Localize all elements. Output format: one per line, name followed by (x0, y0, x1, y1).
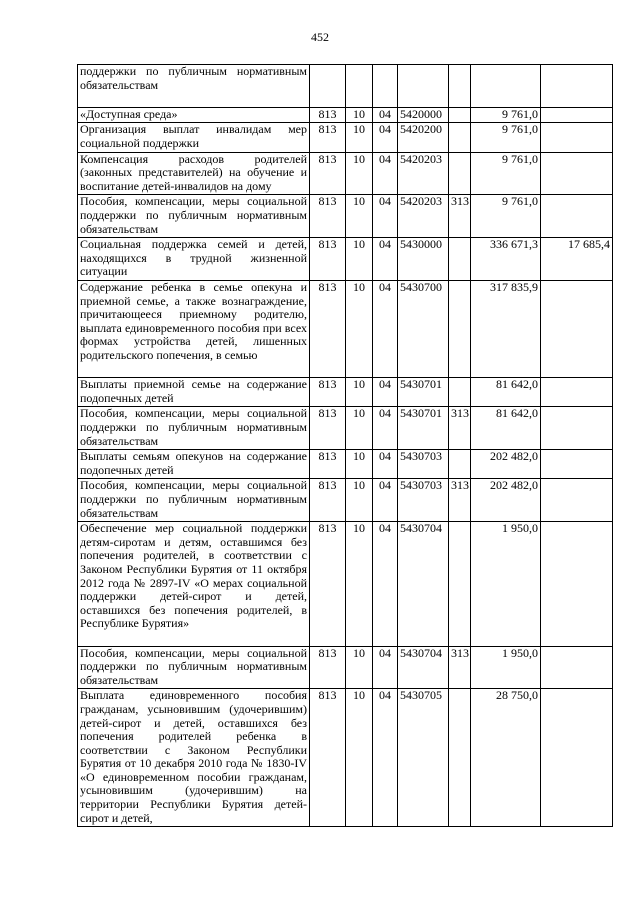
expense-item-name: Организация выплат инвалидам мер социальной поддержки (78, 123, 310, 152)
expense-type-code (449, 689, 471, 827)
amount-federal (541, 407, 613, 450)
amount-federal (541, 195, 613, 238)
target-article-code (398, 65, 449, 108)
target-article-code: 5430000 (398, 238, 449, 281)
subsection-code: 04 (373, 646, 398, 689)
amount-federal (541, 65, 613, 108)
table-row (78, 479, 613, 522)
subsection-code: 04 (373, 195, 398, 238)
expense-type-code: 313 (449, 195, 471, 238)
subsection-code: 04 (373, 123, 398, 152)
target-article-code: 5430701 (398, 407, 449, 450)
expense-type-code (449, 65, 471, 108)
section-code: 10 (346, 378, 373, 407)
section-code: 10 (346, 280, 373, 377)
table-row (78, 280, 613, 377)
section-code: 10 (346, 689, 373, 827)
ministry-code: 813 (310, 195, 346, 238)
table-row (78, 238, 613, 281)
expense-type-code (449, 450, 471, 479)
ministry-code: 813 (310, 152, 346, 195)
subsection-code: 04 (373, 407, 398, 450)
amount: 336 671,3 (471, 238, 541, 281)
expense-item-name: «Доступная среда» (78, 107, 310, 123)
budget-table (77, 64, 613, 827)
target-article-code: 5430703 (398, 450, 449, 479)
amount (471, 65, 541, 108)
amount-federal (541, 123, 613, 152)
target-article-code: 5420203 (398, 152, 449, 195)
amount: 317 835,9 (471, 280, 541, 377)
ministry-code: 813 (310, 689, 346, 827)
subsection-code: 04 (373, 238, 398, 281)
expense-type-code (449, 378, 471, 407)
amount: 9 761,0 (471, 152, 541, 195)
table-row (78, 152, 613, 195)
ministry-code: 813 (310, 522, 346, 646)
expense-item-name: Пособия, компенсации, меры социальной поддержки по публичным нормативным обязательствам (78, 195, 310, 238)
expense-item-name: Обеспечение мер социальной поддержки детям-сиротам и детям, оставшимся без попечения родителей, в соответствии с Законом Республики Бурятия от 11 октября 2012 года № 2897-IV «О мерах социальной поддержки детей-сирот и детей, оставшихся без попечения родителей, в Республике Бурятия» (78, 522, 310, 646)
expense-type-code (449, 522, 471, 646)
table-row (78, 378, 613, 407)
table-row (78, 689, 613, 827)
expense-type-code: 313 (449, 646, 471, 689)
subsection-code: 04 (373, 152, 398, 195)
expense-item-name: Пособия, компенсации, меры социальной поддержки по публичным нормативным обязательствам (78, 479, 310, 522)
amount-federal (541, 378, 613, 407)
section-code: 10 (346, 152, 373, 195)
amount-federal (541, 450, 613, 479)
subsection-code (373, 65, 398, 108)
target-article-code: 5430700 (398, 280, 449, 377)
expense-type-code: 313 (449, 407, 471, 450)
section-code: 10 (346, 522, 373, 646)
amount: 9 761,0 (471, 107, 541, 123)
amount: 81 642,0 (471, 378, 541, 407)
ministry-code: 813 (310, 238, 346, 281)
subsection-code: 04 (373, 479, 398, 522)
subsection-code: 04 (373, 450, 398, 479)
amount: 202 482,0 (471, 479, 541, 522)
amount-federal: 17 685,4 (541, 238, 613, 281)
table-row (78, 646, 613, 689)
table-row (78, 522, 613, 646)
section-code: 10 (346, 479, 373, 522)
section-code: 10 (346, 450, 373, 479)
expense-type-code (449, 123, 471, 152)
amount-federal (541, 522, 613, 646)
amount-federal (541, 646, 613, 689)
expense-type-code (449, 107, 471, 123)
expense-type-code: 313 (449, 479, 471, 522)
section-code: 10 (346, 238, 373, 281)
ministry-code: 813 (310, 280, 346, 377)
amount-federal (541, 107, 613, 123)
table-row (78, 195, 613, 238)
amount: 1 950,0 (471, 522, 541, 646)
section-code: 10 (346, 107, 373, 123)
table-row (78, 65, 613, 108)
ministry-code: 813 (310, 407, 346, 450)
amount-federal (541, 479, 613, 522)
target-article-code: 5430704 (398, 646, 449, 689)
ministry-code (310, 65, 346, 108)
ministry-code: 813 (310, 107, 346, 123)
expense-item-name: Выплаты приемной семье на содержание подопечных детей (78, 378, 310, 407)
ministry-code: 813 (310, 479, 346, 522)
expense-item-name: поддержки по публичным нормативным обязательствам (78, 65, 310, 108)
expense-type-code (449, 152, 471, 195)
table-row (78, 407, 613, 450)
subsection-code: 04 (373, 280, 398, 377)
target-article-code: 5430701 (398, 378, 449, 407)
section-code: 10 (346, 646, 373, 689)
page-number: 452 (311, 30, 329, 44)
ministry-code: 813 (310, 646, 346, 689)
target-article-code: 5420200 (398, 123, 449, 152)
expense-item-name: Компенсация расходов родителей (законных представителей) на обучение и воспитание детей-инвалидов на дому (78, 152, 310, 195)
table-row (78, 123, 613, 152)
ministry-code: 813 (310, 123, 346, 152)
section-code (346, 65, 373, 108)
amount-federal (541, 689, 613, 827)
amount-federal (541, 280, 613, 377)
expense-item-name: Пособия, компенсации, меры социальной поддержки по публичным нормативным обязательствам (78, 407, 310, 450)
table-body (78, 65, 613, 827)
section-code: 10 (346, 123, 373, 152)
target-article-code: 5430705 (398, 689, 449, 827)
subsection-code: 04 (373, 107, 398, 123)
subsection-code: 04 (373, 689, 398, 827)
section-code: 10 (346, 195, 373, 238)
ministry-code: 813 (310, 450, 346, 479)
subsection-code: 04 (373, 522, 398, 646)
target-article-code: 5430704 (398, 522, 449, 646)
subsection-code: 04 (373, 378, 398, 407)
target-article-code: 5420203 (398, 195, 449, 238)
amount-federal (541, 152, 613, 195)
expense-type-code (449, 238, 471, 281)
amount: 1 950,0 (471, 646, 541, 689)
expense-item-name: Выплаты семьям опекунов на содержание подопечных детей (78, 450, 310, 479)
ministry-code: 813 (310, 378, 346, 407)
table-row (78, 450, 613, 479)
target-article-code: 5430703 (398, 479, 449, 522)
expense-type-code (449, 280, 471, 377)
amount: 9 761,0 (471, 195, 541, 238)
table-row (78, 107, 613, 123)
amount: 28 750,0 (471, 689, 541, 827)
expense-item-name: Пособия, компенсации, меры социальной поддержки по публичным нормативным обязательствам (78, 646, 310, 689)
section-code: 10 (346, 407, 373, 450)
amount: 9 761,0 (471, 123, 541, 152)
expense-item-name: Выплата единовременного пособия гражданам, усыновившим (удочерившим) детей-сирот и детей, оставшихся без попечения родителей ребенка в соответствии с Законом Республики Бурятия от 10 декабря 2010 года № 1830-IV «О единовременном пособии гражданам, усыновившим (удочерившим) на территории Республики Бурятия детей-сирот и детей, (78, 689, 310, 827)
amount: 202 482,0 (471, 450, 541, 479)
target-article-code: 5420000 (398, 107, 449, 123)
amount: 81 642,0 (471, 407, 541, 450)
expense-item-name: Социальная поддержка семей и детей, находящихся в трудной жизненной ситуации (78, 238, 310, 281)
expense-item-name: Содержание ребенка в семье опекуна и приемной семье, а также вознаграждение, причитающееся приемному родителю, выплата единовременного пособия при всех формах устройства детей, лишенных родительского попечения, в семью (78, 280, 310, 377)
